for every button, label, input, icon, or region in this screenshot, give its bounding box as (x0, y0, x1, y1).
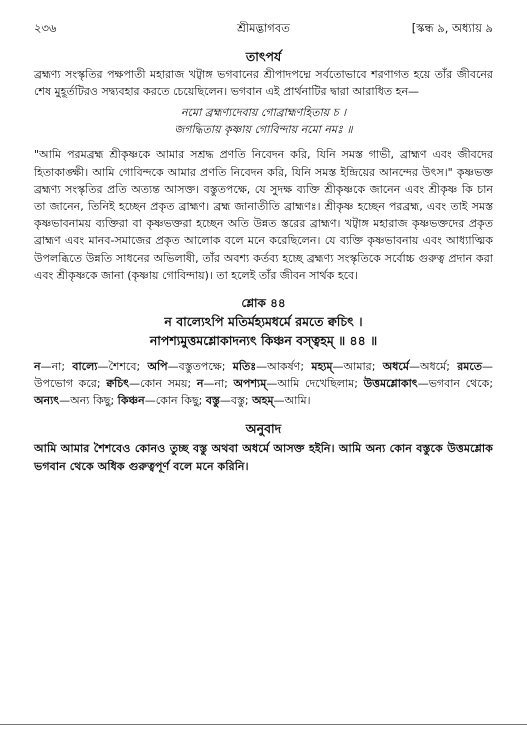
word-term: বাল্যে (72, 360, 98, 374)
word-term: অন্যৎ (34, 394, 60, 408)
quoted-prayer (34, 104, 493, 138)
word-meaning: অন্য কিছু (70, 394, 111, 408)
word-meaning: বস্তু (230, 394, 245, 408)
word-term: ক্বচিৎ (106, 377, 130, 391)
sloka-text (34, 312, 493, 350)
purport-intro: ব্রহ্মণ্য সংস্কৃতির পক্ষপাতী মহারাজ খট্বাঙ্গ ভগবানের শ্রীপাদপদ্মে সর্বতোভাবে শরণাগত হয়ে তাঁর জীবনের শেষ মুহূর্তটিরও সদ্ব্যবহার করতে চেয়েছিলেন। ভগবান এই প্রার্থনাটির দ্বারা আরাধিত হন— (34, 68, 493, 99)
word-term: রমতে (457, 360, 483, 374)
word-meaning: বস্তুতপক্ষে (178, 360, 222, 374)
prayer-line-2: জগদ্ধিতায় কৃষ্ণায় গোবিন্দায় নমো নমঃ ॥ (174, 123, 353, 137)
page-content (34, 48, 493, 476)
word-meaning: অধর্মে (419, 360, 447, 374)
sloka-number: শ্লোক ৪৪ (241, 296, 286, 311)
word-term: বস্তু (205, 394, 220, 408)
word-term: অপি (147, 360, 168, 374)
word-term: মতিঃ (232, 360, 257, 374)
word-term: উত্তমশ্লোকাৎ (363, 377, 418, 391)
word-term: ন (196, 377, 204, 391)
word-meaning: আমি (284, 394, 307, 408)
bottom-divider (0, 724, 527, 725)
translation-text: আমি আমার শৈশবেও কোনও তুচ্ছ বস্তু অথবা অধর্মে আসক্ত হইনি। আমি অন্য কোন বস্তুকে উত্তমশ্লোক ভগবান থেকে অধিক গুরুত্বপূর্ণ বলে মনে করিনি। (34, 441, 493, 473)
word-meaning: উপভোগ করে (34, 377, 97, 391)
word-meaning: কোন সময় (140, 377, 188, 391)
word-term: অপশ্যম্ (233, 377, 267, 391)
section-reference: [স্কন্ধ ৯, অধ্যায় ৯ (411, 21, 493, 35)
word-meaning: আকর্ষণ (267, 360, 301, 374)
word-meanings: ন—না; বাল্যে—শৈশবে; অপি—বস্তুতপক্ষে; মতিঃ—আকর্ষণ; মহ্যম্—আমার; অধর্মে—অধর্মে; রমতে—উপভোগ করে; ক্বচিৎ—কোন সময়; ন—না; অপশ্যম্—আমি দেখেছিলাম; উত্তমশ্লোকাৎ—ভগবান থেকে; অন্যৎ—অন্য কিছু; কিঞ্চন—কোন কিছু; বস্তু—বস্তু; অহম্—আমি। (34, 360, 494, 408)
word-meaning: না (51, 360, 62, 374)
purport-body: "আমি পরমব্রহ্ম শ্রীকৃষ্ণকে আমার সশ্রদ্ধ প্রণতি নিবেদন করি, যিনি সমস্ত গাভী, ব্রাহ্মণ এবং জীবদের হিতাকাঙ্ক্ষী। আমি গোবিন্দকে আমার প্রণতি নিবেদন করি, যিনি সমস্ত ইন্দ্রিয়ের আনন্দের উৎস।" কৃষ্ণভক্ত ব্রহ্মণ্য সংস্কৃতির প্রতি অত্যন্ত আসক্ত। বস্তুতপক্ষে, যে সুদক্ষ ব্যক্তি শ্রীকৃষ্ণকে জানেন এবং শ্রীকৃষ্ণ কি চান তা জানেন, তিনিই হচ্ছেন প্রকৃত ব্রাহ্মণ। ব্রহ্ম জানাতীতি ব্রাহ্মণঃ। শ্রীকৃষ্ণ হচ্ছেন পরব্রহ্ম, এবং তাই সমস্ত কৃষ্ণভাবনাময় ব্যক্তিরা বা কৃষ্ণভক্তরা হচ্ছেন অতি উন্নত স্তরের ব্রাহ্মণ। খট্বাঙ্গ মহারাজ কৃষ্ণভক্তদের প্রকৃত ব্রাহ্মণ এবং মানব-সমাজের প্রকৃত আলোক বলে মনে করেছিলেন। যে ব্যক্তি কৃষ্ণভাবনায় এবং আধ্যাত্মিক উপলব্ধিতে উন্নতি সাধনের অভিলাষী, তাঁর অবশ্য কর্তব্য হচ্ছে ব্রহ্মণ্য সংস্কৃতিকে সর্বোচ্চ গুরুত্ব প্রদান করা এবং শ্রীকৃষ্ণকে জানা (কৃষ্ণায় গোবিন্দায়)। তা হলেই তাঁর জীবন সার্থক হবে। (34, 148, 493, 282)
word-term: কিঞ্চন (117, 394, 145, 408)
word-term: অধর্মে (382, 360, 409, 374)
word-term: মহ্যম্ (311, 360, 333, 374)
page-header (34, 20, 493, 38)
running-title: শ্রীমদ্ভাগবত (237, 21, 290, 35)
prayer-line-1: নমো ব্রহ্মণ্যদেবায় গোব্রাহ্মণহিতায় চ । (180, 106, 347, 120)
word-meaning: ভগবান থেকে (428, 377, 490, 391)
sloka-line-1: ন বাল্যেঽপি মতির্মহ্যমধর্মে রমতে ক্বচিৎ । (164, 314, 363, 330)
page-number: ২৩৬ (34, 21, 57, 35)
word-term: অহম্ (252, 394, 274, 408)
word-meaning: আমি দেখেছিলাম (277, 377, 355, 391)
sloka-line-2: নাপশ্যমুত্তমশ্লোকাদন্যৎ কিঞ্চন বস্ত্বহম্ ॥ ৪৪ ॥ (149, 333, 378, 349)
word-meaning: আমার (343, 360, 372, 374)
word-term: ন (34, 360, 41, 374)
word-meaning: না (214, 377, 225, 391)
word-meaning: কোন কিছু (155, 394, 199, 408)
purport-heading: তাৎপর্য (245, 49, 282, 64)
word-meaning: শৈশবে (108, 360, 137, 374)
translation-heading: অনুবাদ (245, 420, 282, 436)
